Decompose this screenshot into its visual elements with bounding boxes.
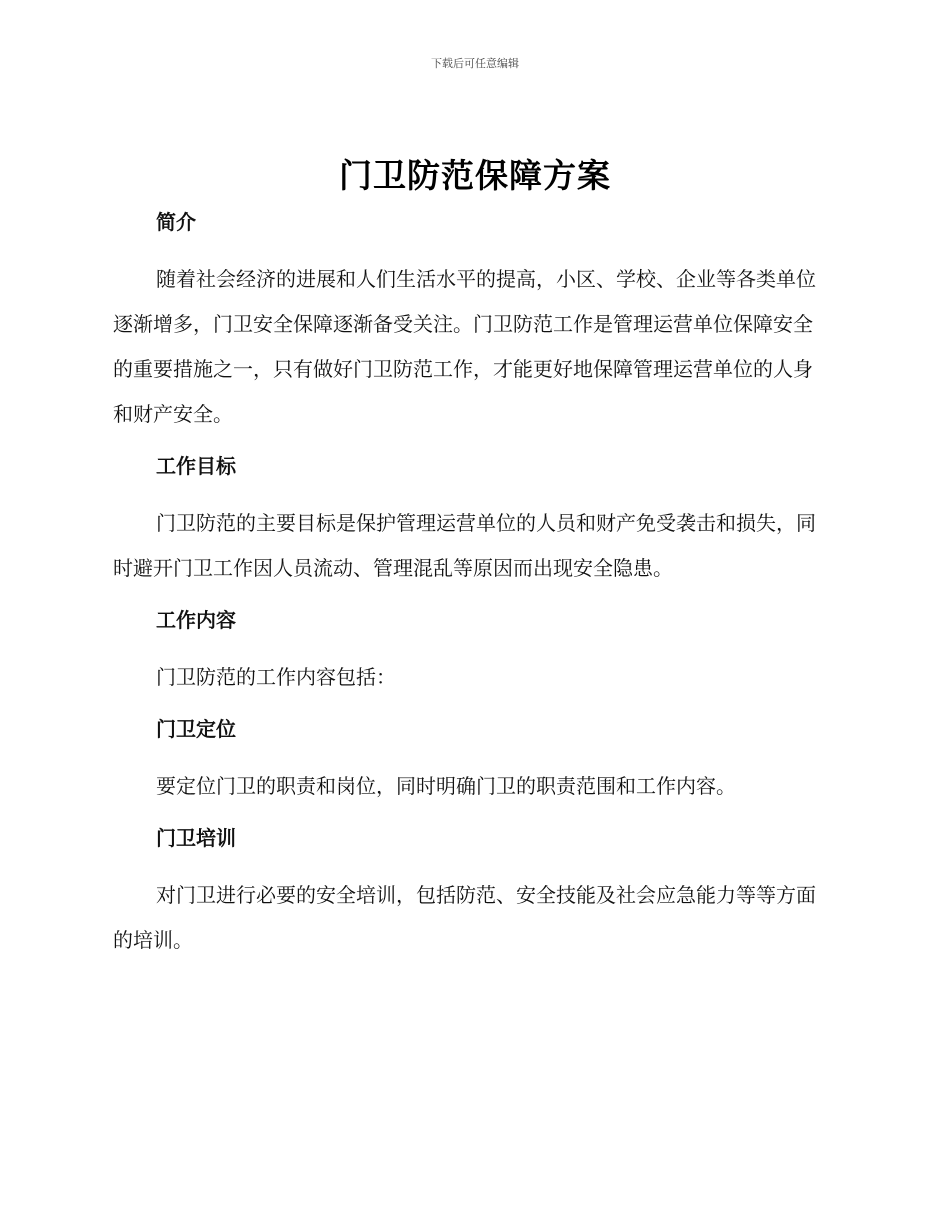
document-body [113,205,831,963]
section-heading-intro: 简介 [156,210,196,234]
section-heading-training: 门卫培训 [156,826,236,850]
header-note: 下载后可任意编辑 [431,57,519,70]
document-title: 门卫防范保障方案 [339,156,611,195]
section-body-goals: 门卫防范的主要目标是保护管理运营单位的人员和财产免受袭击和损失，同时避开门卫工作因人员流动、管理混乱等原因而出现安全隐患。 [113,511,816,580]
section-body-positioning: 要定位门卫的职责和岗位，同时明确门卫的职责范围和工作内容。 [156,774,736,798]
section-heading-content: 工作内容 [156,608,236,632]
section-body-training: 对门卫进行必要的安全培训，包括防范、安全技能及社会应急能力等等方面的培训。 [113,883,816,952]
section-body-intro: 随着社会经济的进展和人们生活水平的提高，小区、学校、企业等各类单位逐渐增多，门卫安全保障逐渐备受关注。门卫防范工作是管理运营单位保障安全的重要措施之一，只有做好门卫防范工作，才能更好地保障管理运营单位的人身和财产安全。 [113,267,816,426]
section-heading-positioning: 门卫定位 [156,717,236,741]
section-heading-goals: 工作目标 [156,454,236,478]
section-body-content: 门卫防范的工作内容包括： [156,665,396,689]
